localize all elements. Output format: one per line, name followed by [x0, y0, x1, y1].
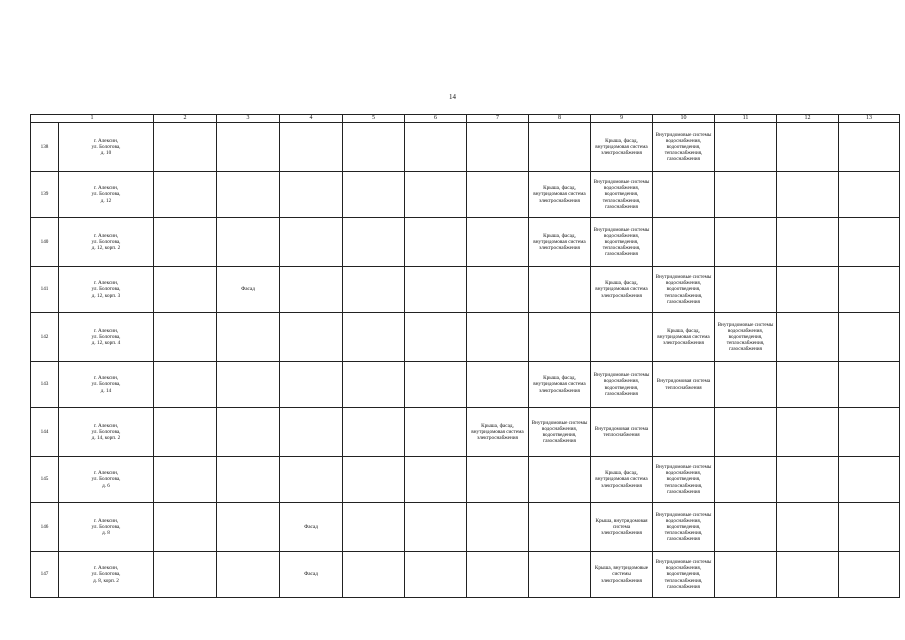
- work-cell: [777, 267, 839, 313]
- address-line: г. Алексин,: [93, 470, 119, 477]
- work-cell: [529, 313, 591, 362]
- work-cell: [405, 362, 467, 408]
- work-cell: [777, 503, 839, 552]
- work-cell: [280, 218, 343, 267]
- address-line: г. Алексин,: [93, 517, 119, 524]
- work-cell: Внутридомовые системы водоснабжения, водоотведения, теплоснабжения, газоснабжения: [653, 267, 715, 313]
- address-cell: [59, 457, 154, 503]
- work-cell: [715, 503, 777, 552]
- work-cell: [653, 218, 715, 267]
- column-header: 1: [31, 115, 154, 123]
- address-line: д. 14: [100, 387, 112, 394]
- work-cell: [343, 123, 405, 172]
- work-cell: Внутридомовые системы водоснабжения, водоотведения, теплоснабжения, газоснабжения: [653, 552, 715, 598]
- address-line: г. Алексин,: [93, 327, 119, 334]
- work-cell: [343, 218, 405, 267]
- work-cell: [343, 457, 405, 503]
- work-cell: [280, 362, 343, 408]
- work-cell: [280, 172, 343, 218]
- work-cell: [467, 218, 529, 267]
- work-cell: [343, 362, 405, 408]
- work-cell: [529, 123, 591, 172]
- work-cell: [343, 408, 405, 457]
- work-cell: Крыша, фасад, внутридомовая система электроснабжения: [529, 362, 591, 408]
- table-row: [31, 552, 900, 598]
- work-cell: [217, 362, 280, 408]
- work-cell: [467, 362, 529, 408]
- work-cell: [839, 313, 900, 362]
- work-cell: [715, 362, 777, 408]
- table-row: [31, 172, 900, 218]
- work-cell: [777, 313, 839, 362]
- work-cell: [715, 123, 777, 172]
- work-cell: [280, 123, 343, 172]
- work-cell: Внутридомовые системы водоснабжения, водоотведения, теплоснабжения, газоснабжения: [715, 313, 777, 362]
- address-cell: [59, 362, 154, 408]
- work-cell: [343, 552, 405, 598]
- work-cell: [777, 457, 839, 503]
- row-number: 145: [31, 457, 59, 503]
- address-line: д. 8: [102, 530, 110, 537]
- work-cell: [280, 267, 343, 313]
- column-header: 8: [529, 115, 591, 123]
- row-number: 139: [31, 172, 59, 218]
- column-header: 10: [653, 115, 715, 123]
- work-cell: [839, 408, 900, 457]
- work-cell: [343, 267, 405, 313]
- work-cell: Внутридомовые системы водоснабжения, водоотведения, теплоснабжения, газоснабжения: [653, 123, 715, 172]
- address-line: г. Алексин,: [93, 185, 119, 192]
- work-cell: [467, 457, 529, 503]
- address-line: ул. Болотова,: [91, 143, 121, 150]
- work-cell: [839, 172, 900, 218]
- table-row: [31, 362, 900, 408]
- work-cell: [653, 172, 715, 218]
- work-cell: [405, 457, 467, 503]
- work-cell: [343, 503, 405, 552]
- column-header: 5: [343, 115, 405, 123]
- column-header: 9: [591, 115, 653, 123]
- address-cell: [59, 552, 154, 598]
- row-number: 143: [31, 362, 59, 408]
- work-cell: [154, 362, 217, 408]
- address-line: д. 12, корп. 2: [91, 245, 121, 252]
- work-cell: [839, 267, 900, 313]
- capital-repair-table: [30, 114, 900, 598]
- work-cell: Крыша, внутридомовая система электроснабжения: [591, 503, 653, 552]
- work-cell: [777, 172, 839, 218]
- work-cell: [777, 552, 839, 598]
- work-cell: [777, 123, 839, 172]
- work-cell: [467, 172, 529, 218]
- work-cell: Крыша, фасад, внутридомовая система электроснабжения: [591, 267, 653, 313]
- address-cell: [59, 267, 154, 313]
- address-line: ул. Болотова,: [91, 333, 121, 340]
- work-cell: Крыша, фасад, внутридомовая система электроснабжения: [591, 123, 653, 172]
- work-cell: [343, 172, 405, 218]
- row-number: 142: [31, 313, 59, 362]
- table-row: [31, 408, 900, 457]
- column-header: 3: [217, 115, 280, 123]
- address-line: г. Алексин,: [93, 137, 119, 144]
- address-cell: [59, 218, 154, 267]
- work-cell: [777, 362, 839, 408]
- work-cell: Фасад: [217, 267, 280, 313]
- work-cell: [405, 408, 467, 457]
- row-number: 141: [31, 267, 59, 313]
- address-line: ул. Болотова,: [91, 191, 121, 198]
- table-row: [31, 313, 900, 362]
- address-line: ул. Болотова,: [91, 238, 121, 245]
- work-cell: [405, 123, 467, 172]
- work-cell: Крыша, фасад, внутридомовая система электроснабжения: [529, 218, 591, 267]
- address-line: г. Алексин,: [93, 422, 119, 429]
- work-cell: [154, 408, 217, 457]
- work-cell: [529, 552, 591, 598]
- table-row: [31, 503, 900, 552]
- address-cell: [59, 172, 154, 218]
- work-cell: [405, 313, 467, 362]
- work-cell: Фасад: [280, 503, 343, 552]
- address-line: д. 6: [102, 482, 110, 489]
- address-line: ул. Болотова,: [91, 381, 121, 388]
- table-row: [31, 218, 900, 267]
- address-line: ул. Болотова,: [91, 286, 121, 293]
- work-cell: [777, 408, 839, 457]
- work-cell: [715, 172, 777, 218]
- work-cell: [591, 313, 653, 362]
- work-cell: [529, 503, 591, 552]
- work-cell: [839, 218, 900, 267]
- work-cell: Внутридомовые системы водоснабжения, водоотведения, газоснабжения: [529, 408, 591, 457]
- table-row: [31, 457, 900, 503]
- work-cell: [467, 313, 529, 362]
- work-cell: [217, 218, 280, 267]
- work-cell: [715, 408, 777, 457]
- address-line: ул. Болотова,: [91, 523, 121, 530]
- work-cell: [405, 267, 467, 313]
- address-cell: [59, 313, 154, 362]
- column-header: 4: [280, 115, 343, 123]
- work-cell: [154, 267, 217, 313]
- work-cell: [839, 123, 900, 172]
- work-cell: [405, 552, 467, 598]
- work-cell: Крыша, внутридомовые системы электроснабжения: [591, 552, 653, 598]
- work-cell: [715, 552, 777, 598]
- row-number: 144: [31, 408, 59, 457]
- address-cell: [59, 408, 154, 457]
- work-cell: [715, 218, 777, 267]
- address-line: ул. Болотова,: [91, 428, 121, 435]
- work-cell: [217, 552, 280, 598]
- work-cell: [715, 267, 777, 313]
- address-line: д. 14, корп. 2: [91, 435, 121, 442]
- work-cell: [217, 123, 280, 172]
- work-cell: Крыша, фасад, внутридомовая система электроснабжения: [467, 408, 529, 457]
- header-row: [31, 115, 900, 123]
- address-line: д. 8, корп. 2: [93, 577, 119, 584]
- column-header: 6: [405, 115, 467, 123]
- address-line: д. 12, корп. 4: [91, 340, 121, 347]
- work-cell: Внутридомовая система теплоснабжения: [591, 408, 653, 457]
- address-line: г. Алексин,: [93, 565, 119, 572]
- work-cell: [529, 457, 591, 503]
- address-cell: [59, 123, 154, 172]
- address-line: г. Алексин,: [93, 280, 119, 287]
- work-cell: [405, 503, 467, 552]
- work-cell: [405, 172, 467, 218]
- work-cell: Крыша, фасад, внутридомовая система электроснабжения: [653, 313, 715, 362]
- address-cell: [59, 503, 154, 552]
- work-cell: Внутридомовые системы водоснабжения, водоотведения, теплоснабжения, газоснабжения: [653, 457, 715, 503]
- address-line: д. 10: [100, 150, 112, 157]
- work-cell: [467, 503, 529, 552]
- row-number: 146: [31, 503, 59, 552]
- work-cell: [715, 457, 777, 503]
- table-row: [31, 123, 900, 172]
- work-cell: Внутридомовые системы водоснабжения, водоотведения, теплоснабжения, газоснабжения: [591, 218, 653, 267]
- work-cell: [467, 123, 529, 172]
- work-cell: [217, 313, 280, 362]
- work-cell: Внутридомовые системы водоснабжения, водоотведения, газоснабжения: [591, 362, 653, 408]
- address-line: г. Алексин,: [93, 232, 119, 239]
- work-cell: [839, 552, 900, 598]
- column-header: 2: [154, 115, 217, 123]
- column-header: 12: [777, 115, 839, 123]
- work-cell: [280, 457, 343, 503]
- work-cell: [280, 313, 343, 362]
- address-line: д. 12, корп. 3: [91, 292, 121, 299]
- work-cell: [217, 408, 280, 457]
- work-cell: [154, 313, 217, 362]
- address-line: д. 12: [100, 197, 112, 204]
- work-cell: [217, 172, 280, 218]
- column-header: 11: [715, 115, 777, 123]
- work-cell: [217, 457, 280, 503]
- work-cell: [777, 218, 839, 267]
- work-cell: Внутридомовая система теплоснабжения: [653, 362, 715, 408]
- row-number: 138: [31, 123, 59, 172]
- page-number: 14: [449, 93, 456, 101]
- work-cell: Крыша, фасад, внутридомовая система электроснабжения: [529, 172, 591, 218]
- column-header: 13: [839, 115, 900, 123]
- work-cell: [154, 503, 217, 552]
- row-number: 147: [31, 552, 59, 598]
- work-cell: [154, 123, 217, 172]
- work-cell: [280, 408, 343, 457]
- address-line: г. Алексин,: [93, 375, 119, 382]
- work-cell: [467, 552, 529, 598]
- work-cell: Крыша, фасад, внутридомовая система электроснабжения: [591, 457, 653, 503]
- work-cell: [839, 457, 900, 503]
- work-cell: [154, 172, 217, 218]
- work-cell: [343, 313, 405, 362]
- address-line: ул. Болотова,: [91, 571, 121, 578]
- work-cell: Внутридомовые системы водоснабжения, водоотведения, теплоснабжения, газоснабжения: [591, 172, 653, 218]
- work-cell: [467, 267, 529, 313]
- work-cell: [839, 503, 900, 552]
- work-cell: [154, 218, 217, 267]
- work-cell: Фасад: [280, 552, 343, 598]
- work-cell: [217, 503, 280, 552]
- work-cell: [154, 552, 217, 598]
- work-cell: [529, 267, 591, 313]
- work-cell: [154, 457, 217, 503]
- column-header: 7: [467, 115, 529, 123]
- work-cell: Внутридомовые системы водоснабжения, водоотведения, теплоснабжения, газоснабжения: [653, 503, 715, 552]
- address-line: ул. Болотова,: [91, 476, 121, 483]
- work-cell: [405, 218, 467, 267]
- table-row: [31, 267, 900, 313]
- work-cell: [839, 362, 900, 408]
- work-cell: [653, 408, 715, 457]
- row-number: 140: [31, 218, 59, 267]
